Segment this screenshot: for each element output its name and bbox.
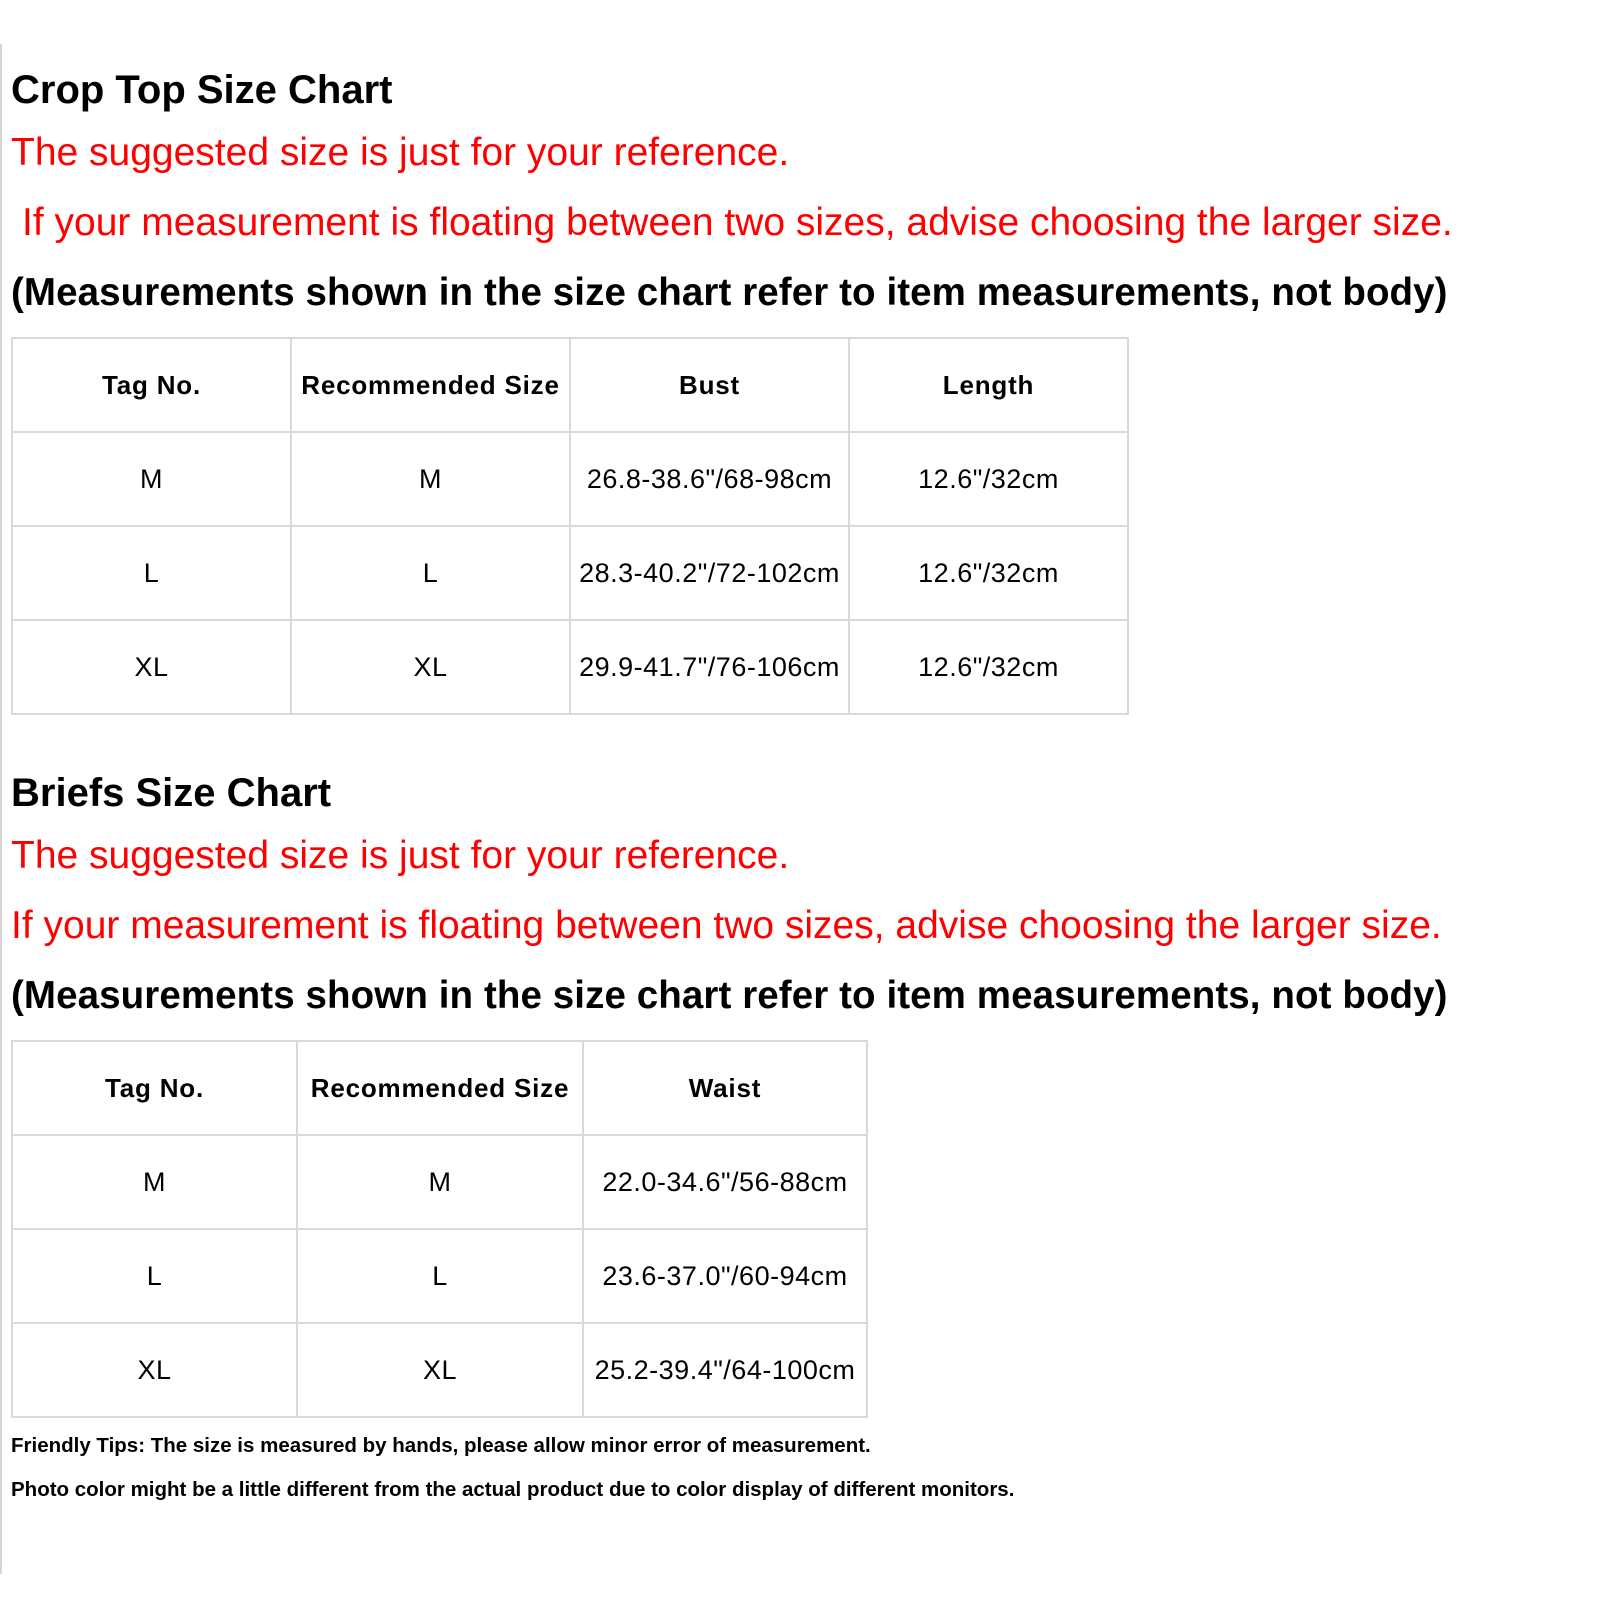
table-header-row xyxy=(12,338,1128,432)
cell-length: 12.6"/32cm xyxy=(849,432,1128,526)
cell-tag-no: M xyxy=(12,1135,297,1229)
cell-waist: 25.2-39.4"/64-100cm xyxy=(583,1323,867,1417)
table-row xyxy=(12,432,1128,526)
column-header-tag-no: Tag No. xyxy=(12,338,291,432)
briefs-title: Briefs Size Chart xyxy=(11,771,332,815)
column-header-length: Length xyxy=(849,338,1128,432)
cell-recommended-size: XL xyxy=(297,1323,583,1417)
cell-recommended-size: XL xyxy=(291,620,570,714)
briefs-reference-note: The suggested size is just for your reference. xyxy=(11,834,790,877)
table-row xyxy=(12,620,1128,714)
cell-tag-no: XL xyxy=(12,620,291,714)
column-header-recommended-size: Recommended Size xyxy=(291,338,570,432)
table-row xyxy=(12,1135,867,1229)
column-header-bust: Bust xyxy=(570,338,849,432)
cell-recommended-size: L xyxy=(291,526,570,620)
briefs-section xyxy=(11,765,1448,1418)
column-header-waist: Waist xyxy=(583,1041,867,1135)
column-header-recommended-size: Recommended Size xyxy=(297,1041,583,1135)
tip-photo-color: Photo color might be a little different from the actual product due to color display of different monitors. xyxy=(11,1478,1015,1501)
briefs-between-sizes-note: If your measurement is floating between two sizes, advise choosing the larger size. xyxy=(11,904,1442,947)
cell-tag-no: M xyxy=(12,432,291,526)
cell-recommended-size: M xyxy=(291,432,570,526)
crop-top-title: Crop Top Size Chart xyxy=(11,68,393,112)
briefs-measurements-note: (Measurements shown in the size chart refer to item measurements, not body) xyxy=(11,974,1448,1017)
cell-bust: 26.8-38.6"/68-98cm xyxy=(570,432,849,526)
column-header-tag-no: Tag No. xyxy=(12,1041,297,1135)
cell-tag-no: L xyxy=(12,526,291,620)
cell-bust: 29.9-41.7"/76-106cm xyxy=(570,620,849,714)
crop-top-reference-note: The suggested size is just for your reference. xyxy=(11,131,790,174)
cell-waist: 23.6-37.0"/60-94cm xyxy=(583,1229,867,1323)
crop-top-section xyxy=(11,62,1453,715)
cell-recommended-size: L xyxy=(297,1229,583,1323)
table-row xyxy=(12,526,1128,620)
cell-length: 12.6"/32cm xyxy=(849,526,1128,620)
crop-top-between-sizes-note: If your measurement is floating between two sizes, advise choosing the larger size. xyxy=(22,201,1453,244)
cell-bust: 28.3-40.2"/72-102cm xyxy=(570,526,849,620)
crop-top-size-table xyxy=(11,337,1129,715)
table-row xyxy=(12,1323,867,1417)
cell-waist: 22.0-34.6"/56-88cm xyxy=(583,1135,867,1229)
cell-tag-no: L xyxy=(12,1229,297,1323)
cell-tag-no: XL xyxy=(12,1323,297,1417)
table-header-row xyxy=(12,1041,867,1135)
friendly-tips xyxy=(11,1424,1014,1512)
tip-measured-by-hands: Friendly Tips: The size is measured by hands, please allow minor error of measurement. xyxy=(11,1434,871,1457)
cell-length: 12.6"/32cm xyxy=(849,620,1128,714)
cell-recommended-size: M xyxy=(297,1135,583,1229)
table-row xyxy=(12,1229,867,1323)
page-left-rule xyxy=(0,44,2,1574)
briefs-size-table xyxy=(11,1040,868,1418)
crop-top-measurements-note: (Measurements shown in the size chart refer to item measurements, not body) xyxy=(11,271,1448,314)
